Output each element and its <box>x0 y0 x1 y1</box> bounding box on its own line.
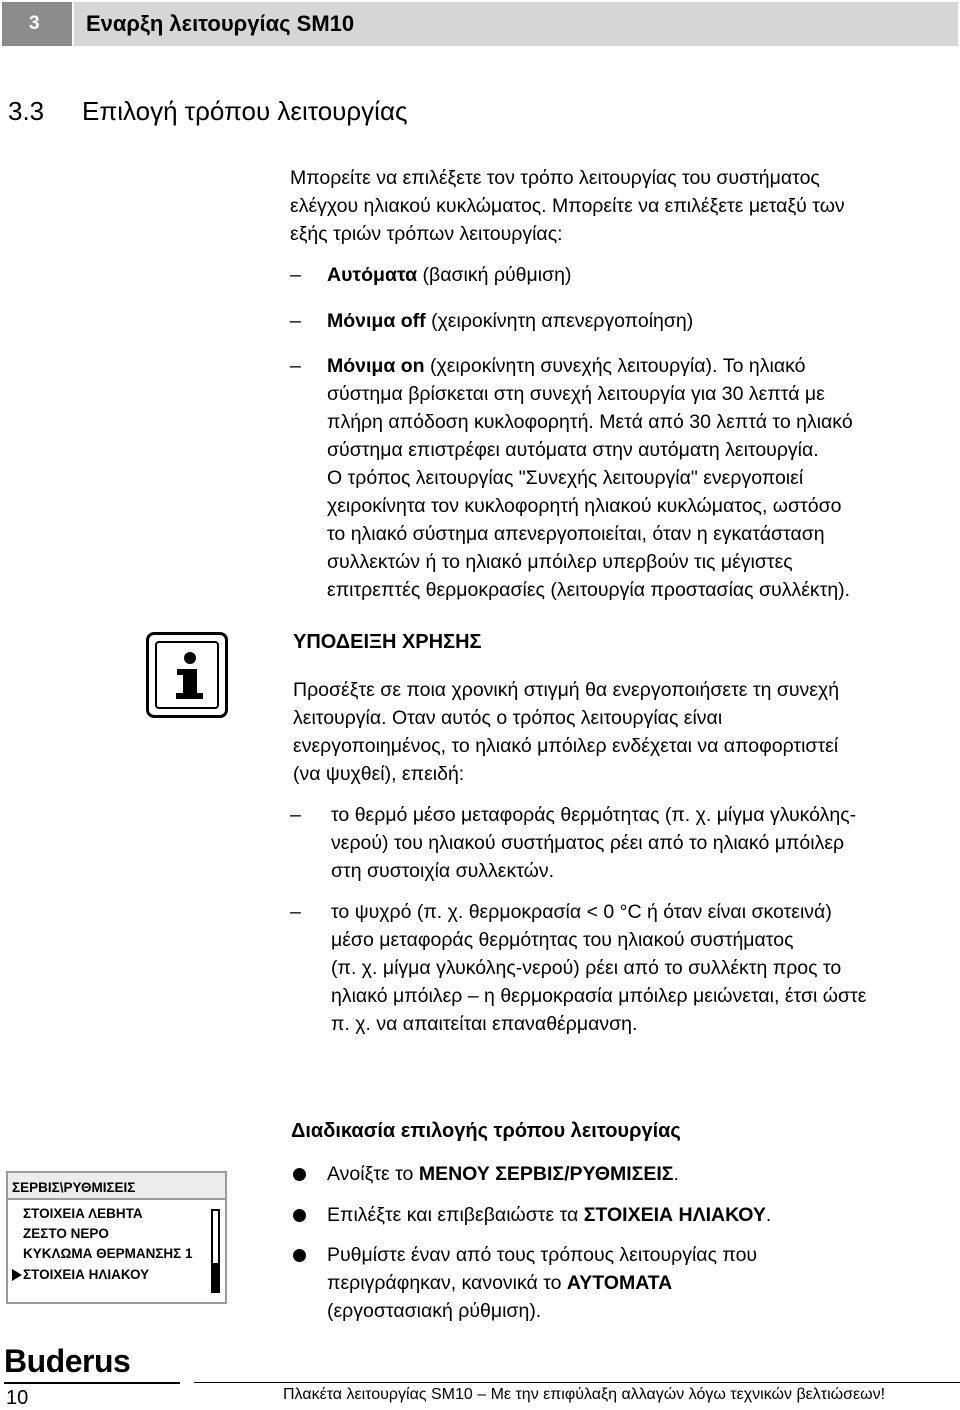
text-line: εξής τριών τρόπων λειτουργίας: <box>290 223 563 245</box>
step-text: Ανοίξτε το <box>327 1163 419 1185</box>
footer-text: Πλακέτα λειτουργίας SM10 – Με την επιφύλαξη αλλαγών λόγω τεχνικών βελτιώσεων! <box>283 1386 886 1403</box>
info-glyph <box>157 643 219 709</box>
section-number: 3.3 <box>8 96 45 126</box>
mode-name: Αυτόματα <box>327 264 418 286</box>
controller-display <box>6 1171 227 1304</box>
text-line: σύστημα επιστρέφει αυτόματα στην αυτόματη λειτουργία. <box>327 439 819 461</box>
info-icon-frame <box>155 641 219 709</box>
text-line: συλλεκτών ή το ηλιακό μπόιλερ υπερβούν τις μέγιστες <box>327 551 793 573</box>
mode-description: (βασική ρύθμιση) <box>417 264 572 286</box>
selection-arrow-icon <box>12 1269 22 1281</box>
text-line <box>327 1269 757 1297</box>
display-menu-item: ΣΤΟΙΧΕΙΑ ΛΕΒΗΤΑ <box>23 1206 143 1221</box>
chapter-number: 3 <box>2 2 72 46</box>
note-title: ΥΠΟΔΕΙΞΗ ΧΡΗΣΗΣ <box>293 631 482 653</box>
info-icon <box>146 632 228 718</box>
bullet-icon <box>293 1209 306 1222</box>
step-text: . <box>765 1204 772 1226</box>
procedure-step <box>327 1160 679 1188</box>
setting-name: ΑΥΤΟΜΑΤΑ <box>566 1272 673 1294</box>
menu-name: ΜΕΝΟΥ ΣΕΡΒΙΣ/ΡΥΘΜΙΣΕΙΣ <box>418 1163 674 1185</box>
list-dash: – <box>290 264 301 286</box>
text-line: ηλιακό μπόιλερ – η θερμοκρασία μπόιλερ μειώνεται, έτσι ώστε <box>331 985 867 1007</box>
mode-description: (χειροκίνητη συνεχής λειτουργία). Το ηλιακό <box>424 355 806 377</box>
page-number: 10 <box>6 1387 29 1409</box>
note-list-item <box>331 898 866 1038</box>
display-menu-item-selected: ΣΤΟΙΧΕΙΑ ΗΛΙΑΚΟΥ <box>23 1267 150 1282</box>
note-list-item <box>331 801 856 885</box>
text-line: μέσο μεταφοράς θερμότητας του ηλιακού συστήματος <box>331 929 794 951</box>
mode-name: Μόνιμα on <box>327 355 425 377</box>
mode-on <box>327 352 853 604</box>
text-line: το ψυχρό (π. χ. θερμοκρασία < 0 °C ή όταν είναι σκοτεινά) <box>331 901 832 923</box>
text-line: νερού) του ηλιακού συστήματος ρέει από το ηλιακό μπόιλερ <box>331 832 845 854</box>
mode-auto <box>327 261 571 289</box>
display-header: ΣΕΡΒΙΣ\ΡΥΘΜΙΣΕΙΣ <box>8 1173 225 1200</box>
chapter-title: Εναρξη λειτουργίας SM10 <box>74 2 958 46</box>
text-line: (π. χ. μίγμα γλυκόλης-νερού) ρέει από το συλλέκτη προς το <box>331 957 842 979</box>
procedure-title: Διαδικασία επιλογής τρόπου λειτουργίας <box>291 1120 681 1142</box>
footer-divider <box>194 1382 960 1383</box>
list-dash: – <box>290 804 301 826</box>
menu-name: ΣΤΟΙΧΕΙΑ ΗΛΙΑΚΟΥ <box>583 1204 766 1226</box>
logo-underline <box>4 1382 180 1384</box>
text-line: στη συστοιχία συλλεκτών. <box>331 860 555 882</box>
text-line <box>327 352 853 380</box>
list-dash: – <box>290 310 301 332</box>
mode-name: Μόνιμα off <box>327 310 426 332</box>
text-line: ελέγχου ηλιακού κυκλώματος. Μπορείτε να επιλέξετε μεταξύ των <box>290 195 845 217</box>
text-line: χειροκίνητα τον κυκλοφορητή ηλιακού κυκλώματος, ωστόσο <box>327 495 842 517</box>
list-dash: – <box>290 355 301 377</box>
step-text: Επιλέξτε και επιβεβαιώστε τα <box>327 1204 584 1226</box>
text-line: το ηλιακό σύστημα απενεργοποιείται, όταν η εγκατάσταση <box>327 523 825 545</box>
display-menu-item: ΖΕΣΤΟ ΝΕΡΟ <box>23 1226 109 1241</box>
text-line: (να ψυχθεί), επειδή: <box>293 763 465 785</box>
step-text: . <box>673 1163 679 1185</box>
bullet-icon <box>293 1249 306 1262</box>
text-line: Μπορείτε να επιλέξετε τον τρόπο λειτουργίας του συστήματος <box>290 167 820 189</box>
buderus-logo: Buderus <box>4 1343 131 1379</box>
text-line: το θερμό μέσο μεταφοράς θερμότητας (π. χ. μίγμα γλυκόλης- <box>331 804 857 826</box>
text-line: πλήρη απόδοση κυκλοφορητή. Μετά από 30 λεπτά το ηλιακό <box>327 411 853 433</box>
list-dash: – <box>290 901 301 923</box>
text-line: επιτρεπτές θερμοκρασίες (λειτουργία προστασίας συλλέκτη). <box>327 579 851 601</box>
text-line: ενεργοποιημένος, το ηλιακό μπόιλερ ενδέχεται να αποφορτιστεί <box>293 735 839 757</box>
mode-off <box>327 307 693 335</box>
step-text: περιγράφηκαν, κανονικά το <box>327 1272 567 1294</box>
section-title: Επιλογή τρόπου λειτουργίας <box>82 96 408 126</box>
scrollbar-thumb <box>213 1263 218 1291</box>
text-line: λειτουργία. Οταν αυτός ο τρόπος λειτουργίας είναι <box>293 707 723 729</box>
intro-paragraph <box>290 164 845 248</box>
procedure-step <box>327 1201 771 1229</box>
text-line: Ο τρόπος λειτουργίας "Συνεχής λειτουργία" ενεργοποιεί <box>327 467 804 489</box>
display-menu-item: ΚΥΚΛΩΜΑ ΘΕΡΜΑΝΣΗΣ 1 <box>23 1246 193 1261</box>
text-line: π. χ. να απαιτείται επαναθέρμανση. <box>331 1013 638 1035</box>
procedure-step <box>327 1241 757 1325</box>
bullet-icon <box>293 1168 306 1181</box>
text-line: σύστημα βρίσκεται στη συνεχή λειτουργία για 30 λεπτά με <box>327 383 825 405</box>
text-line: Προσέξτε σε ποια χρονική στιγμή θα ενεργοποιήσετε τη συνεχή <box>293 679 840 701</box>
mode-description: (χειροκίνητη απενεργοποίηση) <box>425 310 694 332</box>
text-line: (εργοστασιακή ρύθμιση). <box>327 1300 542 1322</box>
text-line: Ρυθμίστε έναν από τους τρόπους λειτουργίας που <box>327 1244 758 1266</box>
note-paragraph <box>293 676 839 788</box>
display-scrollbar <box>211 1209 220 1293</box>
